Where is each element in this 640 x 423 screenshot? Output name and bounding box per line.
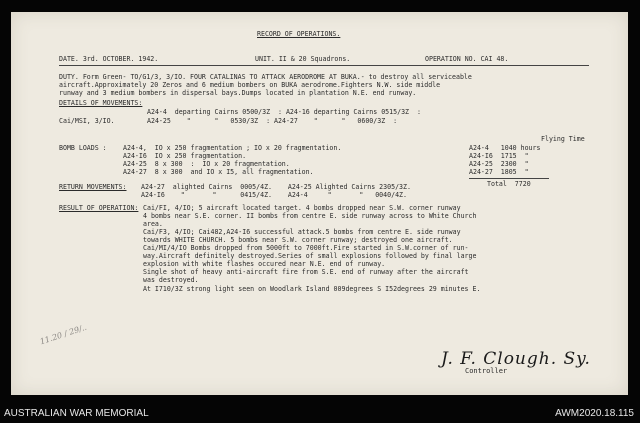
details-heading: DETAILS OF MOVEMENTS: — [59, 99, 143, 107]
result-line-8: explosion with white flashes occured near N.E. end of runway. — [143, 260, 386, 268]
return-heading: RETURN MOVEMENTS: — [59, 183, 127, 191]
controller-signature: J. F. Clough. Sy. — [441, 349, 591, 369]
result-line-5: towards WHITE CHURCH. 5 bombs near S.W. corner runway; destroyed one aircraft. — [143, 236, 453, 244]
operation-number: OPERATION NO. CAI 48. — [425, 55, 509, 63]
footer-accession-number: AWM2020.18.115 — [555, 408, 634, 419]
result-line-6: Cai/MI/4/IO Bombs dropped from 5000ft to 7000ft.Fire started in S.W.corner of run- — [143, 244, 469, 252]
bomb-loads-line-3: A24-25 8 x 300 : IO x 20 fragmentation. — [123, 160, 290, 168]
details-line-1: A24-4 departing Cairns 0500/3Z : A24-16 departing Cairns 0515/3Z : — [147, 108, 421, 116]
pencil-annotation: 11.20 / 29/.. — [38, 322, 88, 347]
flying-time-row-1: A24-4 1040 hours — [469, 144, 541, 152]
result-line-9: Single shot of heavy anti-aircraft fire from S.E. end of runway after the aircraft — [143, 268, 469, 276]
document-page — [11, 12, 628, 395]
flying-time-row-3: A24-25 2300 " — [469, 160, 529, 168]
document-title: RECORD OF OPERATIONS. — [257, 30, 341, 38]
bomb-loads-line-2: A24-I6 IO x 250 fragmentation. — [123, 152, 247, 160]
date-line: DATE. 3rd. OCTOBER. 1942. — [59, 55, 159, 63]
result-line-2: 4 bombs near S.E. corner. II bombs from centre E. side runway across to White Church — [143, 212, 477, 220]
result-line-3: area. — [143, 220, 163, 228]
flying-time-heading: Flying Time — [541, 135, 585, 143]
flying-time-row-2: A24-I6 1715 " — [469, 152, 529, 160]
bomb-loads-line-1: A24-4, IO x 250 fragmentation ; IO x 20 fragmentation. — [123, 144, 342, 152]
return-line-1: A24-27 alighted Cairns 0005/4Z. A24-25 Alighted Cairns 2305/3Z. — [141, 183, 411, 191]
unit-line: UNIT. II & 20 Squadrons. — [255, 55, 351, 63]
flying-time-total-rule — [469, 178, 549, 179]
flying-time-row-4: A24-27 1805 " — [469, 168, 529, 176]
result-line-11: At I710/3Z strong light seen on Woodlark Island 009degrees S I52degrees 29 minutes E. — [143, 285, 481, 293]
result-heading: RESULT OF OPERATION: — [59, 204, 139, 212]
header-divider — [59, 65, 589, 66]
duty-line-1: DUTY. Form Green- TO/G1/3, 3/IO. FOUR CATALINAS TO ATTACK AERODROME AT BUKA.- to destroy all serviceable — [59, 73, 472, 81]
result-line-1: Cai/FI, 4/IO; 5 aircraft located target. 4 bombs dropped near S.W. corner runway — [143, 204, 461, 212]
result-line-7: way.Aircraft definitely destroyed.Series of small explosions followed by final large — [143, 252, 477, 260]
bomb-loads-heading: BOMB LOADS : — [59, 144, 107, 152]
bomb-loads-line-4: A24-27 8 x 300 and IO x I5, all fragmentation. — [123, 168, 314, 176]
duty-line-3: runway and 3 medium bombers in dispersal bays.Dumps located in plantation N.E. end runway. — [59, 89, 417, 97]
footer-institution: AUSTRALIAN WAR MEMORIAL — [4, 408, 149, 419]
flying-time-total: Total 7720 — [487, 180, 531, 188]
return-line-2: A24-I6 " " 0415/4Z. A24-4 " " 0040/4Z. — [141, 191, 407, 199]
duty-line-2: aircraft.Approximately 20 Zeros and 6 medium bombers on BUKA aerodrome.Fighters N.W. side middle — [59, 81, 441, 89]
details-line-2: A24-25 " " 0530/3Z : A24-27 " " 0600/3Z : — [147, 117, 398, 125]
result-line-10: was destroyed. — [143, 276, 199, 284]
details-ref: Cai/MSI, 3/IO. — [59, 117, 115, 125]
controller-label: Controller — [465, 367, 508, 375]
result-line-4: Cai/F3, 4/IO; Cai482,A24-I6 successful attack.5 bombs from centre E. side runway — [143, 228, 461, 236]
